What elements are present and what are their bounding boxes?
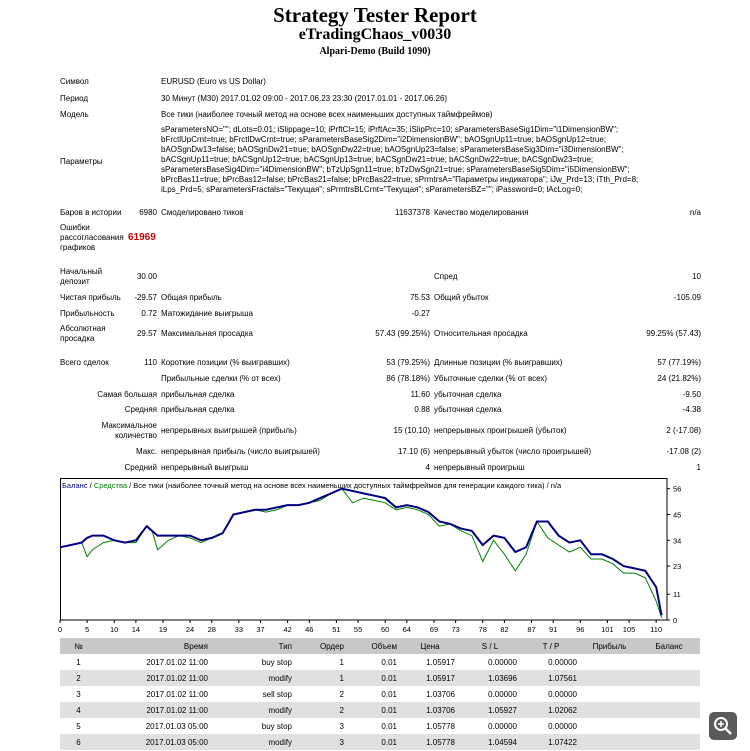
table-row: [60, 670, 700, 686]
expected-payoff-label: Матожидание выигрыша: [161, 309, 253, 318]
x-tick-label: 87: [527, 625, 536, 634]
table-cell: 3: [296, 734, 348, 750]
average-label: Средняя: [124, 405, 157, 414]
x-tick-label: 28: [207, 625, 216, 634]
avg-cons-wins-value: 4: [425, 463, 430, 472]
table-row: [60, 718, 700, 734]
table-cell: [638, 718, 700, 734]
column-header: Прибыль: [581, 638, 638, 654]
table-cell: [581, 654, 638, 670]
errors-value: 61969: [128, 232, 156, 243]
period-label: Период: [60, 94, 89, 103]
column-header: Ордер: [296, 638, 348, 654]
params-label: Параметры: [60, 157, 103, 166]
profit-factor-label: Прибыльность: [60, 309, 115, 318]
column-header: Время: [97, 638, 212, 654]
profit-trades-value: 86 (78.18%): [386, 374, 430, 383]
orders-header-row: [60, 638, 700, 654]
x-tick-label: 73: [451, 625, 460, 634]
table-cell: 1: [339, 657, 344, 667]
ticks-value: 11637378: [395, 208, 430, 217]
gross-profit-value: 75.53: [409, 293, 430, 302]
column-header: S / L: [459, 638, 521, 654]
table-cell: [638, 686, 700, 702]
deposit-label-2: депозит: [60, 277, 90, 286]
x-tick-label: 5: [85, 625, 90, 634]
x-tick-label: 55: [353, 625, 363, 634]
x-tick-label: 60: [381, 625, 390, 634]
params-line: iLps_Prd=5; sParametersFractals="Текущая"; sPrmtrsBLCrnt="Текущая"; sParametersBZ=""; iPassword=0; lAcLog=0;: [161, 185, 583, 194]
deposit-value: 30.00: [136, 272, 157, 281]
bars-value: 6980: [139, 208, 157, 217]
y-tick-label: 56: [673, 484, 682, 494]
long-positions-value: 57 (77.19%): [657, 358, 701, 367]
loss-trades-value: 24 (21.82%): [657, 374, 701, 383]
table-cell: modify: [212, 734, 296, 750]
x-tick-label: 10: [110, 625, 119, 634]
cons-profit-value: 17.10 (6): [397, 447, 430, 456]
avg-cons-label: Средний: [124, 463, 157, 472]
table-cell: 0.01: [348, 702, 401, 718]
abs-drawdown-label-1: Абсолютная: [60, 324, 106, 333]
cons-loss-label: непрерывный убыток (число проигрышей): [434, 447, 592, 456]
y-tick-label: 45: [673, 510, 682, 520]
column-header: №: [60, 638, 97, 654]
table-cell: 0.00000: [488, 721, 517, 731]
table-cell: 0.00000: [548, 721, 577, 731]
bars-label: Баров в истории: [60, 208, 122, 217]
spread-value: 10: [692, 272, 701, 281]
params-line: bAOSgnDw13=false; bAOSgnDw21=true; bAOSgnDw22=true; bAOSgnUp23=false; sParametersBaseSig3Dim="i3DimensionBW";: [161, 145, 624, 154]
avg-loss-value: -4.38: [682, 405, 701, 414]
cons-loss-value: -17.08 (2): [666, 447, 701, 456]
symbol-value: EURUSD (Euro vs US Dollar): [161, 77, 266, 86]
table-row: [60, 686, 700, 702]
ticks-label: Смоделировано тиков: [161, 208, 244, 217]
quality-label: Качество моделирования: [434, 208, 529, 217]
abs-drawdown-label-2: просадка: [60, 334, 95, 343]
largest-loss-value: -9.50: [682, 390, 701, 399]
table-cell: 4: [60, 702, 97, 718]
cons-wins-label: непрерывных выигрышей (прибыль): [161, 426, 297, 435]
cons-wins-value: 15 (10.10): [393, 426, 430, 435]
short-positions-value: 53 (79.25%): [386, 358, 430, 367]
loss-trades-label: Убыточные сделки (% от всех): [434, 374, 548, 383]
x-tick-label: 96: [576, 625, 585, 634]
table-row: [60, 734, 700, 750]
table-cell: 1.03706: [401, 702, 459, 718]
params-line: bACSgnUp11=true; bACSgnUp12=true; bACSgnUp13=true; bACSgnDw21=true; bACSgnDw22=true; bACSgnDw23=true;: [161, 155, 594, 164]
x-tick-label: 46: [305, 625, 314, 634]
x-tick-label: 64: [402, 625, 412, 634]
table-cell: [638, 734, 700, 750]
table-cell: 2017.01.03 05:00: [145, 721, 208, 731]
table-cell: buy stop: [261, 657, 292, 667]
avg-cons-losses-value: 1: [696, 463, 701, 472]
x-tick-label: 14: [131, 625, 141, 634]
table-cell: 1: [76, 657, 81, 667]
params-line: bFrctlUpCrnt=true; bFrctlDwCrnt=true; sParametersBaseSig2Dim="i2DimensionBW"; bAOSgnUp11=true; bAOSgnUp12=true;: [161, 135, 607, 144]
table-cell: 0.01: [381, 721, 397, 731]
table-cell: 2: [339, 689, 344, 699]
table-cell: [581, 718, 638, 734]
table-cell: [581, 670, 638, 686]
net-profit-label: Чистая прибыль: [60, 293, 121, 302]
x-tick-label: 24: [185, 625, 195, 634]
spread-label: Спред: [434, 272, 458, 281]
max-count-label-1: Максимальное: [101, 421, 157, 430]
avg-profit-label: прибыльная сделка: [161, 405, 235, 414]
table-cell: 6: [60, 734, 97, 750]
table-cell: 0.01: [381, 689, 397, 699]
y-tick-label: 23: [673, 562, 682, 572]
table-cell: 2017.01.03 05:00: [97, 734, 212, 750]
table-cell: modify: [212, 702, 296, 718]
cons-losses-value: 2 (-17.08): [666, 426, 701, 435]
column-header: Баланс: [638, 638, 700, 654]
largest-profit-value: 11.60: [410, 390, 430, 399]
expert-name: eTradingChaos_v0030: [298, 26, 452, 43]
table-cell: 2: [60, 670, 97, 686]
x-tick-label: 82: [500, 625, 509, 634]
table-cell: [638, 702, 700, 718]
table-cell: 1.03706: [426, 689, 455, 699]
params-block: [161, 125, 701, 195]
table-cell: 3: [339, 721, 344, 731]
max-count-label-2: количество: [115, 431, 157, 440]
profit-factor-value: 0.72: [141, 309, 157, 318]
y-tick-label: 0: [673, 616, 678, 625]
gross-profit-label: Общая прибыль: [161, 293, 222, 302]
table-cell: [581, 702, 638, 718]
x-tick-label: 110: [650, 625, 663, 634]
profit-trades-label: Прибыльные сделки (% от всех): [161, 374, 281, 383]
x-tick-label: 69: [429, 625, 439, 634]
symbol-label: Символ: [60, 77, 89, 86]
max-drawdown-value: 57.43 (99.25%): [375, 329, 430, 338]
x-tick-label: 37: [256, 625, 265, 634]
table-cell: 0.00000: [488, 657, 517, 667]
table-cell: 1.05778: [426, 721, 455, 731]
y-tick-label: 11: [673, 590, 681, 600]
x-tick-label: 33: [234, 625, 244, 634]
total-trades-value: 110: [144, 358, 157, 367]
table-row: [60, 654, 700, 670]
errors-label-1: Ошибки: [60, 223, 90, 232]
max-drawdown-label: Максимальная просадка: [161, 329, 253, 338]
x-tick-label: 105: [622, 625, 636, 634]
x-tick-label: 91: [549, 625, 558, 634]
table-cell: 1: [296, 670, 348, 686]
x-tick-label: 51: [332, 625, 341, 634]
table-cell: 2017.01.02 11:00: [97, 670, 212, 686]
cons-profit-label: непрерывная прибыль (число выигрышей): [161, 447, 320, 456]
largest-label: Самая большая: [97, 390, 157, 399]
table-cell: [581, 734, 638, 750]
expected-payoff-value: -0.27: [411, 309, 430, 318]
table-cell: 5: [76, 721, 81, 731]
server-build: Alpari-Demo (Build 1090): [319, 46, 431, 57]
errors-label-3: графиков: [60, 243, 96, 252]
model-label: Модель: [60, 110, 89, 119]
table-cell: modify: [212, 670, 296, 686]
table-cell: 1.02062: [521, 702, 581, 718]
column-header: T / P: [521, 638, 581, 654]
long-positions-label: Длинные позиции (% выигравших): [434, 358, 563, 367]
report-title: Strategy Tester Report: [273, 3, 477, 27]
table-cell: 0.00000: [488, 689, 517, 699]
deposit-label-1: Начальный: [60, 267, 103, 276]
table-cell: 1.05927: [459, 702, 521, 718]
quality-value: n/a: [689, 208, 701, 217]
table-row: [60, 702, 700, 718]
table-cell: 1.05917: [401, 670, 459, 686]
params-line: sParametersNO=""; dLots=0.01; iSlippage=10; iPrftCl=15; iPrftAc=35; iSlipPrc=10; sParametersBaseSig1Dim="i1DimensionBW";: [161, 125, 619, 134]
chart-legend: Баланс / Средства / Все тики (наиболее точный метод на основе всех наименьших доступных таймфреймов для генерации каждого тика) / n/a: [62, 481, 562, 490]
rel-drawdown-value: 99.25% (57.43): [646, 329, 701, 338]
table-cell: 2017.01.02 11:00: [146, 689, 208, 699]
total-trades-label: Всего сделок: [60, 358, 109, 367]
table-cell: 3: [76, 689, 81, 699]
table-cell: buy stop: [261, 721, 292, 731]
table-cell: 0.01: [381, 657, 397, 667]
table-cell: 1.04594: [459, 734, 521, 750]
table-cell: 1.07422: [521, 734, 581, 750]
max-label: Макс.: [135, 447, 157, 456]
y-tick-label: 34: [673, 536, 682, 546]
table-cell: [581, 686, 638, 702]
zoom-icon: [709, 712, 737, 740]
table-cell: 2017.01.02 11:00: [97, 702, 212, 718]
x-tick-label: 19: [158, 625, 168, 634]
largest-profit-label: прибыльная сделка: [161, 390, 235, 399]
orders-table: [60, 638, 700, 750]
table-cell: 1.05917: [426, 657, 455, 667]
gross-loss-label: Общий убыток: [434, 293, 489, 302]
table-cell: 1.03696: [459, 670, 521, 686]
gross-loss-value: -105.09: [673, 293, 701, 302]
rel-drawdown-label: Относительная просадка: [434, 329, 528, 338]
table-cell: sell stop: [262, 689, 292, 699]
cons-losses-label: непрерывных проигрышей (убыток): [434, 426, 567, 435]
x-tick-label: 42: [283, 625, 292, 634]
abs-drawdown-value: 29.57: [136, 329, 157, 338]
balance-chart: [57, 478, 692, 634]
table-cell: 2017.01.02 11:00: [146, 657, 208, 667]
avg-loss-label: убыточная сделка: [434, 405, 502, 414]
model-value: Все тики (наиболее точный метод на основе всех наименьших доступных таймфреймов): [161, 110, 493, 119]
table-cell: [638, 670, 700, 686]
params-line: sParametersBaseSig4Dim="i4DimensionBW"; bTzUpSgn11=true; bTzDwSgn21=true; sParametersBaseSig5Dim="i5DimensionBW";: [161, 165, 630, 174]
short-positions-label: Короткие позиции (% выигравших): [161, 358, 290, 367]
x-tick-label: 101: [601, 625, 614, 634]
table-cell: 0.01: [348, 670, 401, 686]
table-cell: 2: [296, 702, 348, 718]
x-tick-label: 78: [478, 625, 487, 634]
period-value: 30 Минут (M30) 2017.01.02 09:00 - 2017.06.23 23:30 (2017.01.01 - 2017.06.26): [161, 94, 448, 103]
table-cell: 0.01: [348, 734, 401, 750]
avg-cons-wins-label: непрерывный выигрыш: [161, 463, 249, 472]
zoom-button[interactable]: [709, 712, 737, 740]
column-header: Цена: [401, 638, 459, 654]
largest-loss-label: убыточная сделка: [434, 390, 502, 399]
net-profit-value: -29.57: [134, 293, 157, 302]
x-tick-label: 0: [57, 625, 63, 634]
column-header: Объем: [348, 638, 401, 654]
avg-cons-losses-label: непрерывный проигрыш: [434, 463, 525, 472]
table-cell: 0.00000: [548, 689, 577, 699]
table-cell: [638, 654, 700, 670]
avg-profit-value: 0.88: [414, 405, 430, 414]
table-cell: 0.00000: [548, 657, 577, 667]
params-line: bPrcBas11=true; bPrcBas12=false; bPrcBas21=false; bPrcBas22=true; sPrmtrsA="Параметры индикатора"; iJw_Prd=13; iTth_Prd=8;: [161, 175, 639, 184]
column-header: Тип: [212, 638, 296, 654]
table-cell: 1.07561: [521, 670, 581, 686]
errors-label-2: рассогласования: [60, 233, 124, 242]
table-cell: 1.05778: [401, 734, 459, 750]
